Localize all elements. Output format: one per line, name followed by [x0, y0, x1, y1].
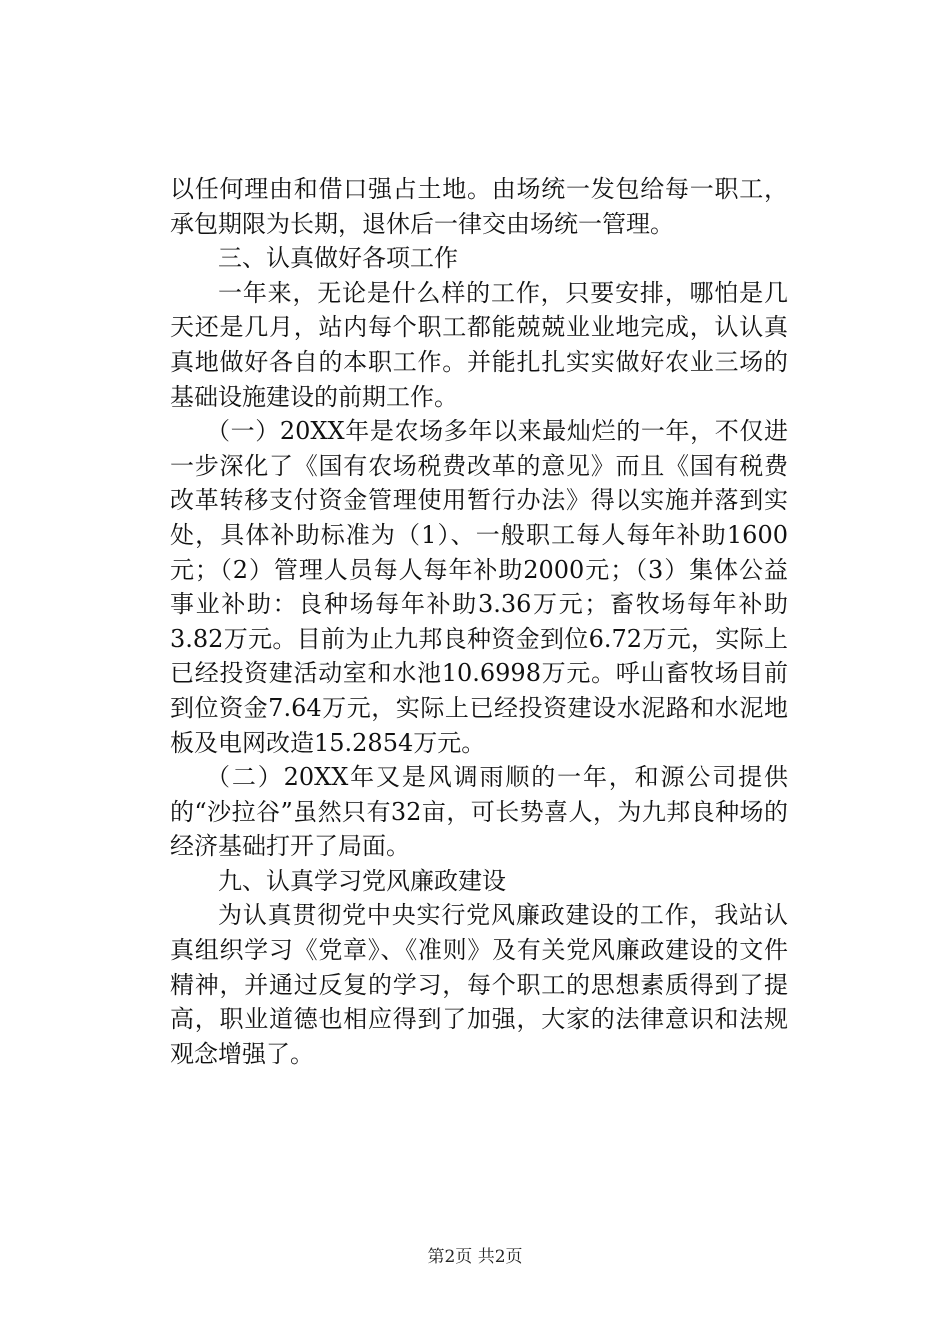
paragraph-year-work: 一年来，无论是什么样的工作，只要安排，哪怕是几天还是几月，站内每个职工都能兢兢业业地完成，认认真真地做好各自的本职工作。并能扎扎实实做好农业三场的基础设施建设的前期工作。	[170, 278, 788, 411]
paragraph-harvest: （二）20XX年又是风调雨顺的一年，和源公司提供的“沙拉谷”虽然只有32亩，可长势喜人，为九邦良种场的经济基础打开了局面。	[170, 763, 788, 861]
paragraph-party-study: 为认真贯彻党中央实行党风廉政建设的工作，我站认真组织学习《党章》、《准则》及有关党风廉政建设的文件精神，并通过反复的学习，每个职工的思想素质得到了提高，职业道德也相应得到了加强，大家的法律意识和法规观念增强了。	[170, 901, 788, 1068]
paragraph-continuation: 以任何理由和借口强占土地。由场统一发包给每一职工，承包期限为长期，退休后一律交由场统一管理。	[170, 175, 788, 238]
paragraph-subsidy-details: （一）20XX年是农场多年以来最灿烂的一年，不仅进一步深化了《国有农场税费改革的意见》而且《国有税费改革转移支付资金管理使用暂行办法》得以实施并落到实处，具体补助标准为（1）、一般职工每人每年补助1600元；（2）管理人员每人每年补助2000元；（3）集体公益事业补助：良种场每年补助3.36万元；畜牧场每年补助3.82万元。目前为止九邦良种资金到位6.72万元，实际上已经投资建活动室和水池10.6998万元。呼山畜牧场目前到位资金7.64万元，实际上已经投资建设水泥路和水泥地板及电网改造15.2854万元。	[170, 417, 788, 757]
section-heading-nine: 九、认真学习党风廉政建设	[218, 866, 506, 895]
section-heading-three: 三、认真做好各项工作	[218, 244, 458, 273]
page-number-footer: 第2页 共2页	[427, 1247, 523, 1267]
document-body	[170, 172, 788, 1071]
